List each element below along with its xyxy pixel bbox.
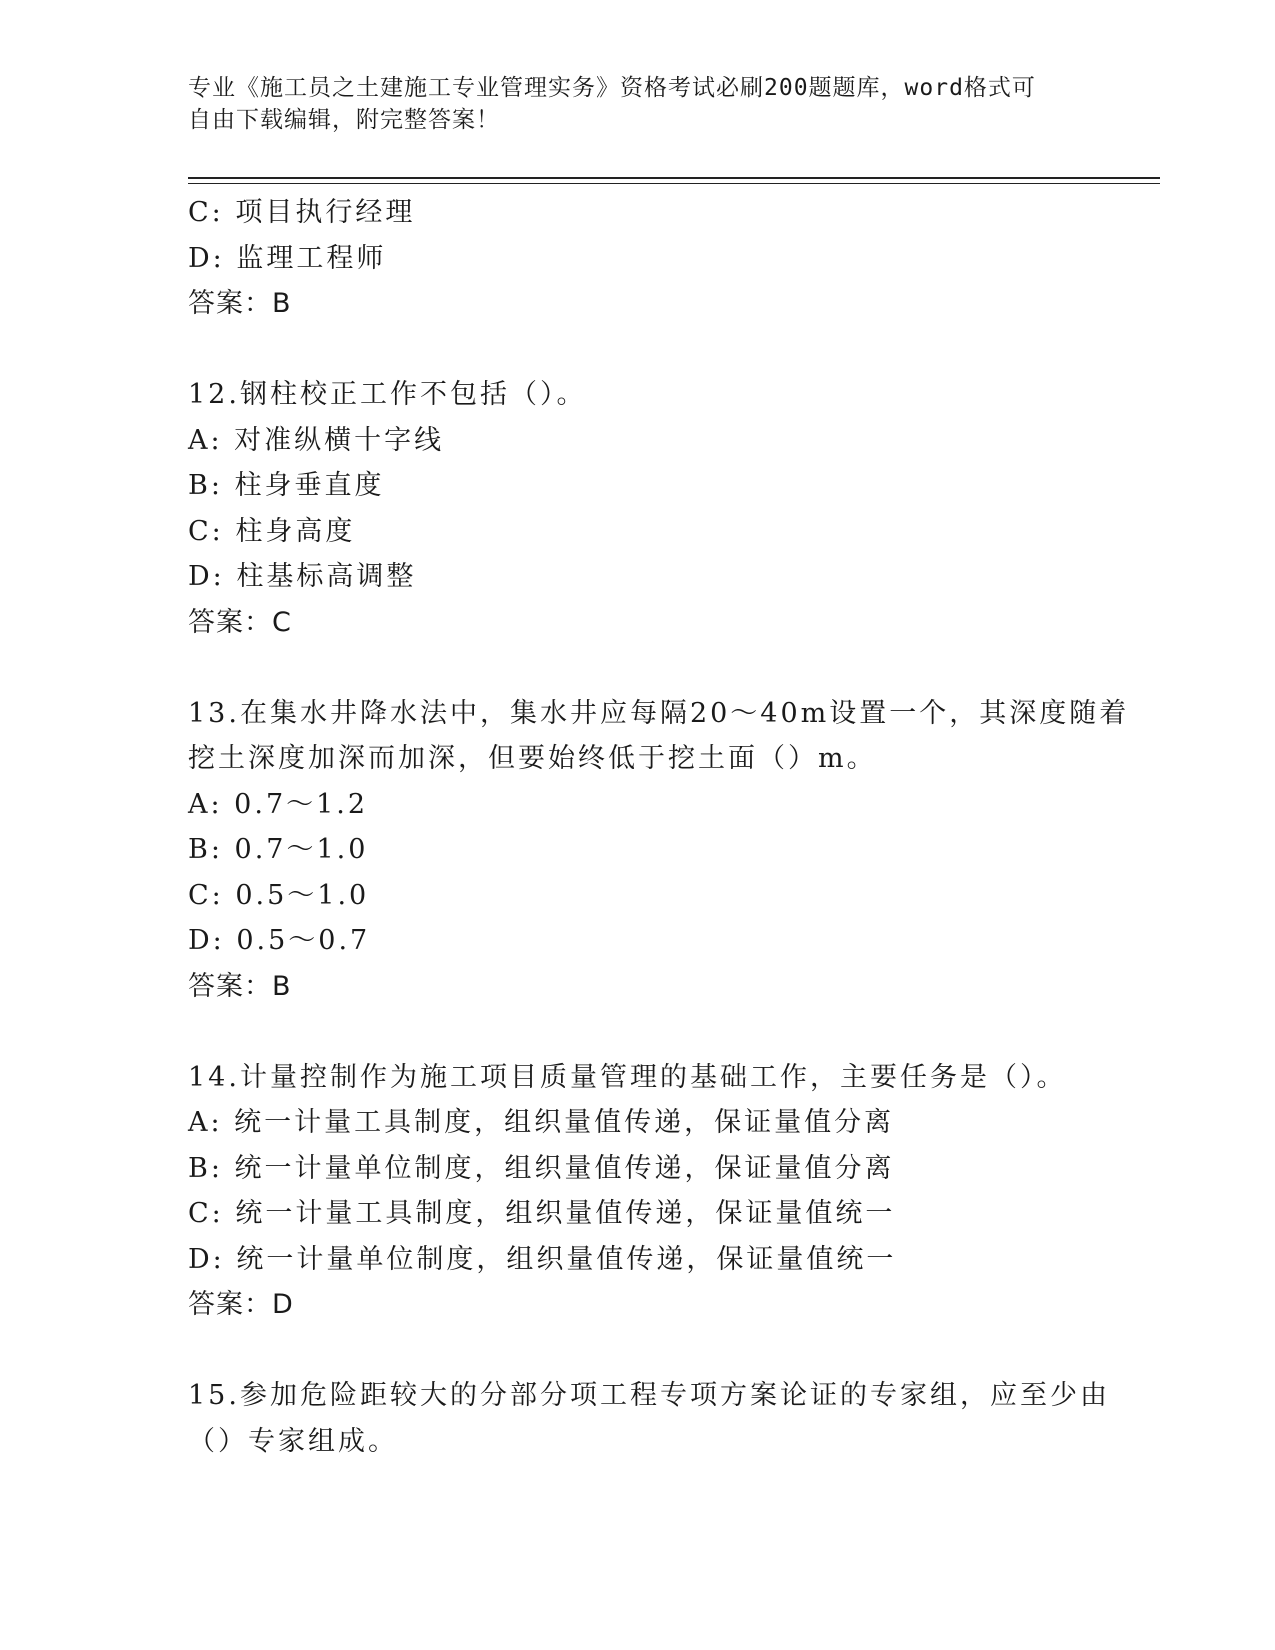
header-line-2: 自由下载编辑，附完整答案！ <box>188 107 500 133</box>
option-d: D: 统一计量单位制度，组织量值传递，保证量值统一 <box>188 1243 897 1275</box>
question-stem: 14.计量控制作为施工项目质量管理的基础工作，主要任务是（）。 <box>188 1061 1067 1093</box>
option-c: C: 项目执行经理 <box>188 197 416 228</box>
option-c: C: 统一计量工具制度，组织量值传递，保证量值统一 <box>188 1198 896 1229</box>
option-d: D: 柱基标高调整 <box>188 561 417 592</box>
option-a: A: 0.7～1.2 <box>188 788 369 820</box>
option-a: A: 对准纵横十字线 <box>188 424 445 456</box>
header-rule-thin <box>188 183 1160 184</box>
header-line-1: 专业《施工员之土建施工专业管理实务》资格考试必刷200题题库，word格式可 <box>188 75 1036 101</box>
option-c: C: 0.5～1.0 <box>188 879 370 911</box>
option-a: A: 统一计量工具制度，组织量值传递，保证量值分离 <box>188 1107 895 1138</box>
option-d: D: 0.5～0.7 <box>188 925 371 956</box>
option-b: B: 0.7～1.0 <box>188 834 369 865</box>
header-rule-thick <box>188 177 1160 179</box>
answer: 答案：B <box>188 288 292 319</box>
question-15 <box>188 1373 1110 1464</box>
question-11 <box>188 190 1088 327</box>
question-stem: 12.钢柱校正工作不包括（）。 <box>188 379 587 410</box>
question-stem-line-1: 13.在集水井降水法中，集水井应每隔20～40m设置一个，其深度随着 <box>188 697 1130 729</box>
option-b: B: 柱身垂直度 <box>188 470 385 501</box>
question-13 <box>188 691 1130 1010</box>
question-stem-line-2: （）专家组成。 <box>188 1425 398 1457</box>
answer: 答案：D <box>188 1289 294 1320</box>
question-12 <box>188 372 1088 645</box>
document-body <box>188 190 1130 1464</box>
document-header <box>188 72 1088 136</box>
question-14 <box>188 1055 1088 1328</box>
option-b: B: 统一计量单位制度，组织量值传递，保证量值分离 <box>188 1152 895 1184</box>
option-c: C: 柱身高度 <box>188 515 356 547</box>
answer: 答案：B <box>188 970 292 1002</box>
answer: 答案：C <box>188 606 292 638</box>
question-stem-line-1: 15.参加危险距较大的分部分项工程专项方案论证的专家组，应至少由 <box>188 1380 1110 1411</box>
option-d: D: 监理工程师 <box>188 242 387 274</box>
question-stem-line-2: 挖土深度加深而加深，但要始终低于挖土面（）m。 <box>188 743 877 774</box>
